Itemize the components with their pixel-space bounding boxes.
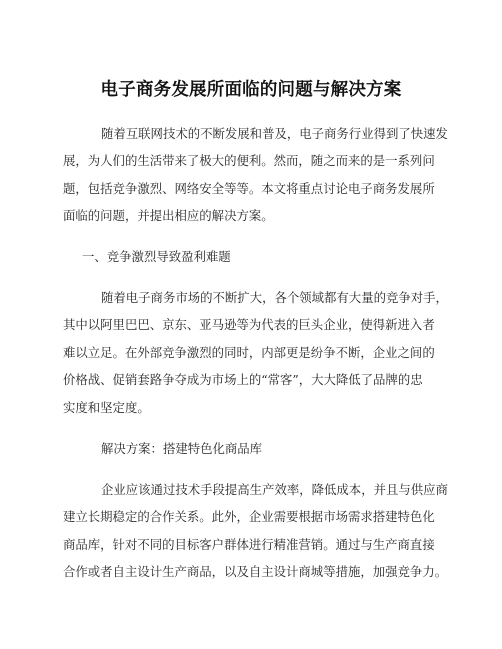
- intro-line-2: 展，为人们的生活带来了极大的便利。然而，随之而来的是一系列问: [63, 153, 435, 168]
- solution1-line-4: 合作或者自主设计生产商品，以及自主设计商城等措施，加强竞争力。: [63, 564, 448, 579]
- intro-line-4: 面临的问题，并提出相应的解决方案。: [63, 208, 274, 223]
- section1-line-4: 价格战、促销套路争夺成为市场上的“常客”，大大降低了品牌的忠: [63, 372, 423, 387]
- section1-heading: 一、竞争激烈导致盈利难题: [82, 249, 231, 264]
- document-title: 电子商务发展所面临的问题与解决方案: [100, 80, 402, 100]
- solution1-line-2: 建立长期稳定的合作关系。此外，企业需要根据市场需求搭建特色化: [63, 509, 435, 524]
- section1-line-5: 实度和坚定度。: [63, 400, 150, 415]
- solution1-line-1: 企业应该通过技术手段提高生产效率，降低成本，并且与供应商: [101, 482, 448, 497]
- intro-line-1: 随着互联网技术的不断发展和普及，电子商务行业得到了快速发: [101, 126, 448, 141]
- section1-line-3: 难以立足。在外部竞争激烈的同时，内部更是纷争不断，企业之间的: [63, 345, 435, 360]
- section1-line-2: 其中以阿里巴巴、京东、亚马逊等为代表的巨头企业，使得新进入者: [63, 317, 435, 332]
- solution1-heading: 解决方案：搭建特色化商品库: [101, 441, 263, 456]
- intro-line-3: 题，包括竞争激烈、网络安全等等。本文将重点讨论电子商务发展所: [63, 181, 435, 196]
- solution1-line-3: 商品库，针对不同的目标客户群体进行精准营销。通过与生产商直接: [63, 537, 435, 552]
- section1-line-1: 随着电子商务市场的不断扩大，各个领域都有大量的竞争对手，: [101, 290, 448, 305]
